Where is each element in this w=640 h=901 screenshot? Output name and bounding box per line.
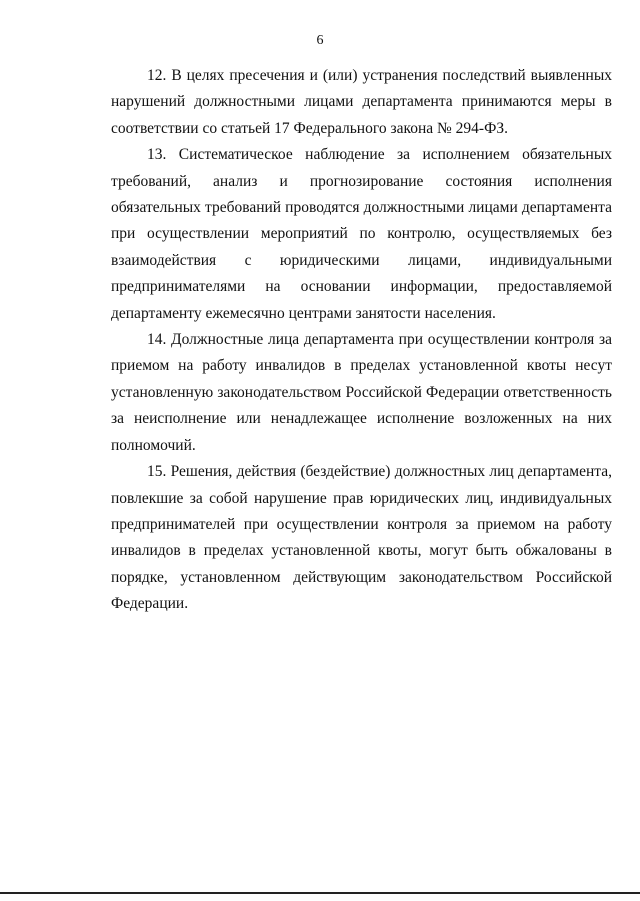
bottom-edge-line — [0, 892, 640, 894]
paragraph-14: 14. Должностные лица департамента при осуществлении контроля за приемом на работу инвалидов в пределах установленной квоты несут установленную законодательством Российской Федерации ответственность за неисполнение или ненадлежащее исполнение возложенных на них полномочий. — [111, 331, 612, 454]
paragraph-13: 13. Систематическое наблюдение за исполнением обязательных требований, анализ и прогнозирование состояния исполнения обязательных требований проводятся должностными лицами департамента при осуществлении мероприятий по контролю, осуществляемых без взаимодействия с юридическими лицами, индивидуальными предпринимателями на основании информации, предоставляемой департаменту ежемесячно центрами занятости населения. — [111, 146, 612, 322]
document-body — [111, 63, 612, 618]
paragraph-15: 15. Решения, действия (бездействие) должностных лиц департамента, повлекшие за собой нарушение прав юридических лиц, индивидуальных предпринимателей при осуществлении контроля за приемом на работу инвалидов в пределах установленной квоты, могут быть обжалованы в порядке, установленном действующим законодательством Российской Федерации. — [111, 463, 612, 613]
paragraph-12: 12. В целях пресечения и (или) устранения последствий выявленных нарушений должностными лицами департамента принимаются меры в соответствии со статьей 17 Федерального закона № 294-ФЗ. — [111, 67, 612, 137]
page-number: 6 — [316, 33, 324, 48]
